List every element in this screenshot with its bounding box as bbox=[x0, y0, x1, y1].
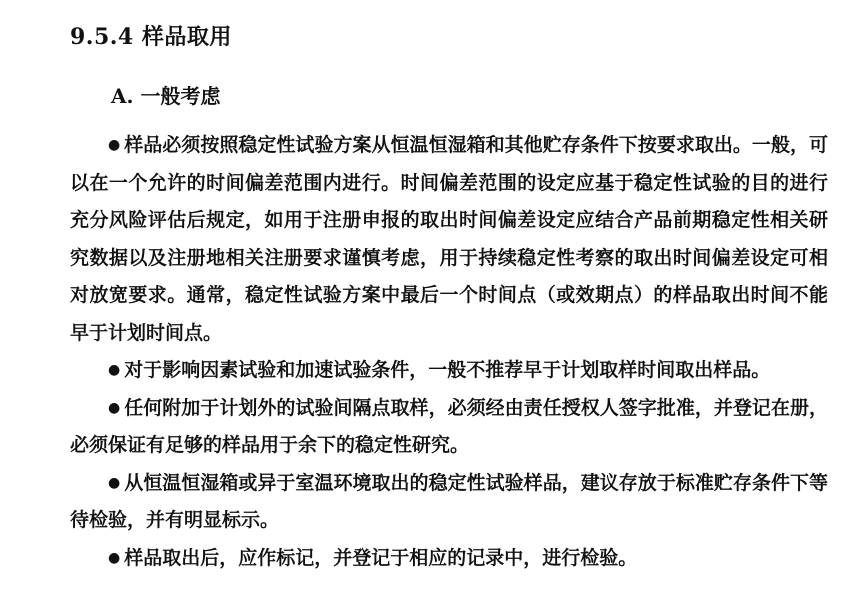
bullet-icon: ● bbox=[108, 474, 121, 491]
bullet-icon: ● bbox=[108, 137, 121, 153]
paragraph-text: 样品必须按照稳定性试验方案从恒温恒湿箱和其他贮存条件下按要求取出。一般，可以在一个允许的时间偏差范围内进行。时间偏差范围的设定应基于稳定性试验的目的进行充分风险评估后规定，如用于注册申报的取出时间偏差设定应结合产品前期稳定性相关研究数据以及注册地相关注册要求谨慎考虑，用于持续稳定性考察的取出时间偏差设定可相对放宽要求。通常，稳定性试验方案中最后一个时间点（或效期点）的样品取出时间不能早于计划时间点。 bbox=[70, 134, 828, 344]
paragraph-2 bbox=[70, 352, 828, 390]
paragraph-3 bbox=[70, 390, 828, 465]
paragraph-4 bbox=[70, 465, 828, 540]
paragraph-text: 样品取出后，应作标记，并登记于相应的记录中，进行检验。 bbox=[124, 546, 638, 569]
body-text bbox=[70, 127, 828, 577]
paragraph-1 bbox=[70, 127, 828, 352]
paragraph-text: 从恒温恒湿箱或异于室温环境取出的稳定性试验样品，建议存放于标准贮存条件下等待检验，并有明显标示。 bbox=[70, 471, 828, 531]
paragraph-text: 对于影响因素试验和加速试验条件，一般不推荐早于计划取样时间取出样品。 bbox=[124, 359, 771, 381]
subsection-heading: A. 一般考虑 bbox=[111, 84, 221, 108]
paragraph-text: 任何附加于计划外的试验间隔点取样，必须经由责任授权人签字批准，并登记在册，必须保证有足够的样品用于余下的稳定性研究。 bbox=[70, 396, 828, 456]
section-heading: 9.5.4 样品取用 bbox=[70, 24, 232, 50]
bullet-icon: ● bbox=[108, 362, 121, 378]
paragraph-5 bbox=[70, 540, 828, 578]
bullet-icon: ● bbox=[108, 399, 121, 416]
bullet-icon: ● bbox=[108, 549, 121, 566]
